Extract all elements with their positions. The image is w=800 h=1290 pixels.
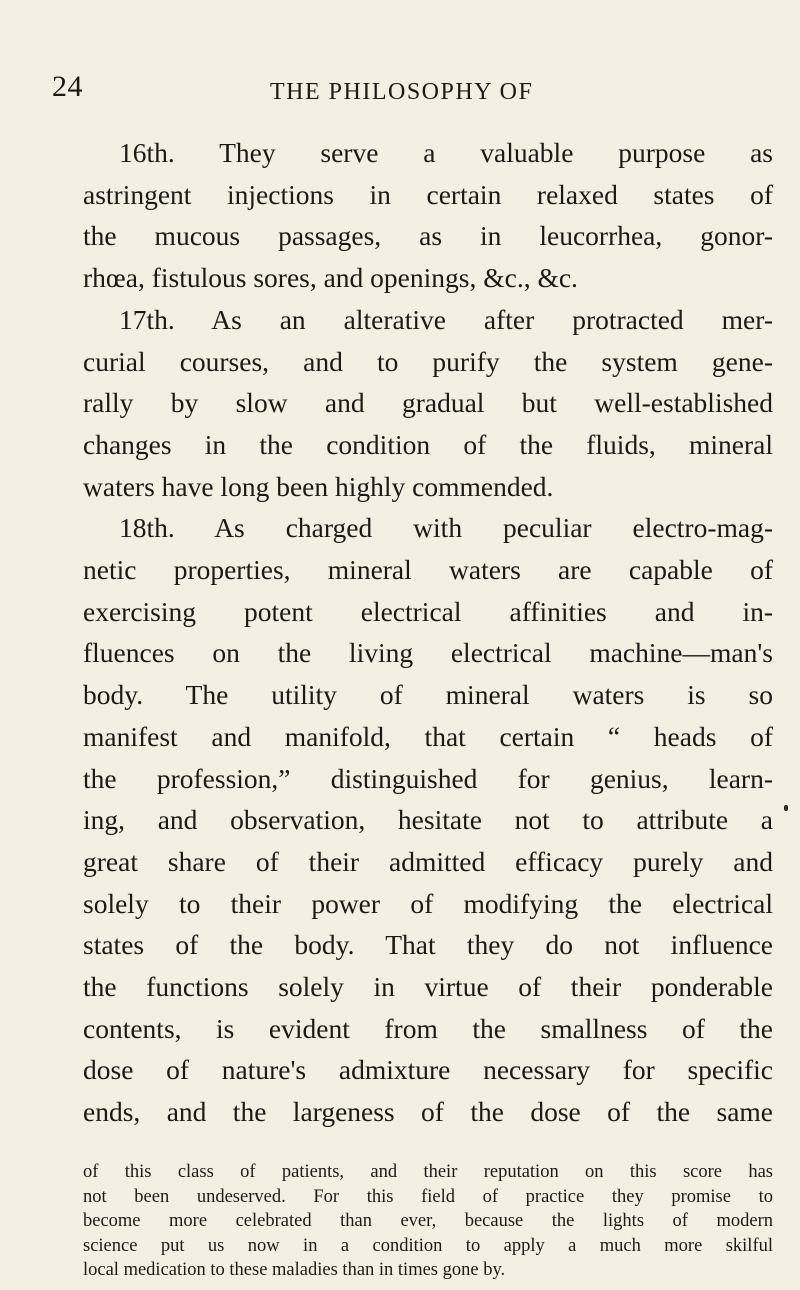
text-line: body. The utility of mineral waters is so: [83, 679, 773, 711]
text-line: 18th. As charged with peculiar electro-mag-: [119, 512, 773, 544]
text-line: waters have long been highly commended.: [83, 470, 554, 502]
footnote-line: not been undeserved. For this field of practice they promise to: [83, 1186, 773, 1207]
text-line: exercising potent electrical affinities and in-: [83, 595, 773, 627]
running-head: THE PHILOSOPHY OF: [270, 79, 534, 105]
text-line: dose of nature's admixture necessary for specific: [83, 1054, 773, 1086]
text-line: ends, and the largeness of the dose of the same: [83, 1096, 773, 1128]
page-number: 24: [52, 70, 83, 103]
margin-mark: [784, 805, 788, 811]
text-line: ing, and observation, hesitate not to attribute a: [83, 804, 773, 836]
text-line: states of the body. That they do not influence: [83, 929, 773, 961]
text-line: 16th. They serve a valuable purpose as: [119, 137, 773, 168]
text-line: astringent injections in certain relaxed states of: [83, 178, 773, 210]
text-line: curial courses, and to purify the system gene-: [83, 345, 773, 377]
text-line: solely to their power of modifying the electrical: [83, 887, 773, 919]
text-line: rhœa, fistulous sores, and openings, &c., &c.: [83, 262, 578, 294]
page-header: [0, 72, 800, 112]
text-line: great share of their admitted efficacy purely and: [83, 845, 773, 877]
text-line: changes in the condition of the fluids, mineral: [83, 428, 773, 460]
text-line: 17th. As an alterative after protracted mer-: [119, 303, 773, 335]
footnote-line: become more celebrated than ever, because the lights of modern: [83, 1211, 773, 1232]
text-line: the profession,” distinguished for genius, learn-: [83, 762, 773, 794]
footnote-line: local medication to these maladies than in times gone by.: [83, 1260, 506, 1281]
text-line: the functions solely in virtue of their ponderable: [83, 971, 773, 1003]
footnote-line: of this class of patients, and their reputation on this score has: [83, 1162, 773, 1182]
text-line: netic properties, mineral waters are capable of: [83, 554, 773, 586]
text-line: fluences on the living electrical machine—man's: [83, 637, 773, 669]
text-line: manifest and manifold, that certain “ heads of: [83, 720, 773, 752]
text-line: rally by slow and gradual but well-established: [83, 387, 773, 419]
footnote-line: science put us now in a condition to apply a much more skilful: [83, 1235, 773, 1256]
body-text: [83, 132, 773, 1133]
footnote: [83, 1160, 773, 1283]
text-line: contents, is evident from the smallness of the: [83, 1012, 773, 1044]
text-line: the mucous passages, as in leucorrhea, gonor-: [83, 220, 773, 252]
